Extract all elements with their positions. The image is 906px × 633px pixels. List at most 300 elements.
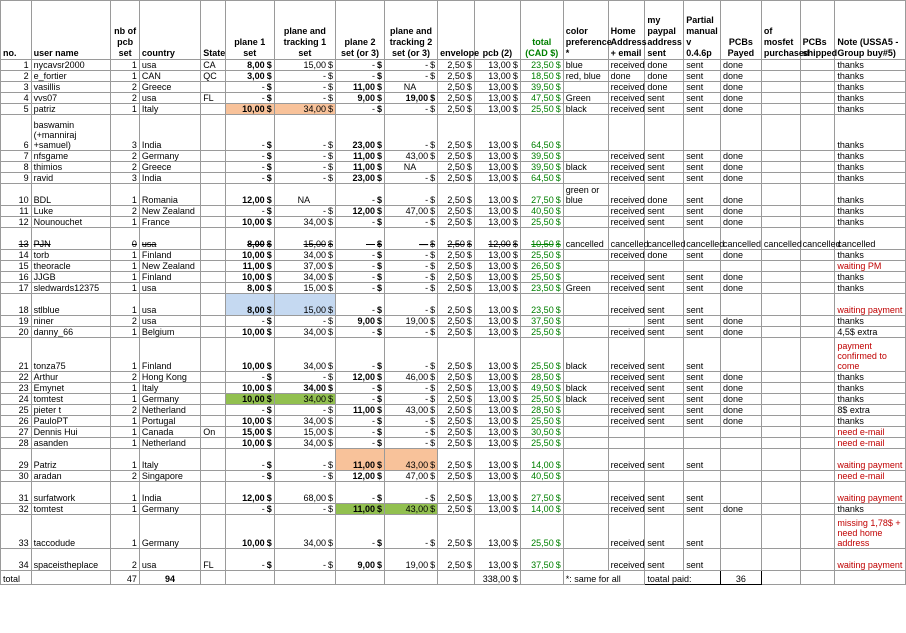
cell-state[interactable]: [201, 405, 226, 416]
cell-home-address[interactable]: [608, 316, 645, 327]
cell-mosfet[interactable]: [761, 471, 800, 482]
cell-nb-pcb[interactable]: 2: [111, 316, 140, 327]
cell-state[interactable]: [201, 394, 226, 405]
cell-no[interactable]: 29: [1, 449, 32, 471]
cell-home-address[interactable]: received: [608, 416, 645, 427]
cell-pcbs-shipped[interactable]: [800, 316, 835, 327]
cell-nb-pcb[interactable]: 1: [111, 250, 140, 261]
cell-home-address[interactable]: received: [608, 82, 645, 93]
cell-user-name[interactable]: pieter t: [31, 405, 111, 416]
cell-total[interactable]: [520, 316, 563, 327]
cell-color-pref[interactable]: [563, 372, 608, 383]
cell-no[interactable]: 4: [1, 93, 32, 104]
cell-country[interactable]: Netherland: [139, 438, 200, 449]
cell-plane-track2[interactable]: [385, 250, 438, 261]
cell-nb-pcb[interactable]: 1: [111, 327, 140, 338]
cell-pcb2[interactable]: [474, 261, 520, 272]
cell-pcbs-shipped[interactable]: [800, 372, 835, 383]
cell-manual[interactable]: [684, 438, 721, 449]
cell-home-address[interactable]: cancelled: [608, 228, 645, 250]
col-header-manual[interactable]: Partial manual v 0.4.6p: [684, 1, 721, 60]
cell-plane-track1[interactable]: [274, 438, 335, 449]
cell-note[interactable]: need e-mail: [835, 438, 906, 449]
cell-pcb2[interactable]: [474, 427, 520, 438]
cell-country[interactable]: New Zealand: [139, 261, 200, 272]
cell-state[interactable]: [201, 316, 226, 327]
cell-home-address[interactable]: received: [608, 250, 645, 261]
cell-color-pref[interactable]: [563, 327, 608, 338]
cell-user-name[interactable]: stlblue: [31, 294, 111, 316]
cell-envelope[interactable]: [438, 82, 475, 93]
cell-no[interactable]: 16: [1, 272, 32, 283]
cell-total[interactable]: [520, 151, 563, 162]
cell-plane1[interactable]: [225, 71, 274, 82]
cell-user-name[interactable]: JJGB: [31, 272, 111, 283]
cell-user-name[interactable]: niner: [31, 316, 111, 327]
cell-home-address[interactable]: [608, 261, 645, 272]
cell-manual[interactable]: [684, 115, 721, 151]
col-header-pcbs-payed[interactable]: PCBs Payed: [721, 1, 762, 60]
cell-plane-track1[interactable]: [274, 82, 335, 93]
cell-home-address[interactable]: received: [608, 449, 645, 471]
cell-color-pref[interactable]: green or blue: [563, 184, 608, 206]
cell-no[interactable]: 22: [1, 372, 32, 383]
cell-no[interactable]: 18: [1, 294, 32, 316]
cell-pcbs-shipped[interactable]: [800, 294, 835, 316]
cell-state[interactable]: On: [201, 427, 226, 438]
cell-plane2[interactable]: [335, 449, 384, 471]
cell-envelope[interactable]: [438, 449, 475, 471]
cell-user-name[interactable]: Dennis Hui: [31, 427, 111, 438]
cell-mosfet[interactable]: [761, 82, 800, 93]
cell-pcb2[interactable]: [474, 250, 520, 261]
cell-pcbs-payed[interactable]: [721, 115, 762, 151]
cell-note[interactable]: thanks: [835, 272, 906, 283]
cell-nb-pcb[interactable]: 1: [111, 394, 140, 405]
cell-plane2[interactable]: [335, 261, 384, 272]
cell-state[interactable]: [201, 383, 226, 394]
cell-manual[interactable]: sent: [684, 71, 721, 82]
cell-total[interactable]: [520, 338, 563, 372]
cell-manual[interactable]: sent: [684, 449, 721, 471]
cell-plane-track2[interactable]: [385, 504, 438, 515]
cell-mosfet[interactable]: [761, 316, 800, 327]
cell-envelope[interactable]: [438, 327, 475, 338]
cell-mosfet[interactable]: [761, 427, 800, 438]
cell-state[interactable]: QC: [201, 71, 226, 82]
cell-paypal[interactable]: sent: [645, 206, 684, 217]
cell-user-name[interactable]: sledwards12375: [31, 283, 111, 294]
cell-no[interactable]: 24: [1, 394, 32, 405]
cell-paypal[interactable]: sent: [645, 173, 684, 184]
cell-total[interactable]: [520, 173, 563, 184]
cell-country[interactable]: Greece: [139, 82, 200, 93]
cell-pcbs-payed[interactable]: [721, 549, 762, 571]
cell-pcb2[interactable]: [474, 327, 520, 338]
cell-user-name[interactable]: tomtest: [31, 504, 111, 515]
cell-mosfet[interactable]: [761, 438, 800, 449]
cell-envelope[interactable]: [438, 228, 475, 250]
cell-total[interactable]: [520, 82, 563, 93]
cell-plane2[interactable]: [335, 151, 384, 162]
cell-manual[interactable]: sent: [684, 294, 721, 316]
cell-paypal[interactable]: sent: [645, 272, 684, 283]
cell-state[interactable]: [201, 438, 226, 449]
cell-paypal[interactable]: done: [645, 184, 684, 206]
cell-envelope[interactable]: [438, 184, 475, 206]
cell-paypal[interactable]: sent: [645, 217, 684, 228]
cell-color-pref[interactable]: [563, 151, 608, 162]
cell-home-address[interactable]: received: [608, 327, 645, 338]
cell-manual[interactable]: sent: [684, 250, 721, 261]
col-header-nb-pcb[interactable]: nb of pcb set: [111, 1, 140, 60]
cell-color-pref[interactable]: [563, 416, 608, 427]
cell-plane-track2[interactable]: [385, 383, 438, 394]
cell-plane-track1[interactable]: [274, 338, 335, 372]
cell-plane-track2[interactable]: [385, 471, 438, 482]
cell-paypal[interactable]: sent: [645, 416, 684, 427]
cell-manual[interactable]: sent: [684, 316, 721, 327]
cell-envelope[interactable]: [438, 104, 475, 115]
cell-manual[interactable]: sent: [684, 549, 721, 571]
cell-envelope[interactable]: [438, 427, 475, 438]
cell-no[interactable]: 27: [1, 427, 32, 438]
col-header-plane2[interactable]: plane 2 set (or 3): [335, 1, 384, 60]
cell-plane1[interactable]: [225, 162, 274, 173]
cell-mosfet[interactable]: [761, 206, 800, 217]
cell-pcbs-payed[interactable]: done: [721, 217, 762, 228]
cell-note[interactable]: thanks: [835, 71, 906, 82]
cell-pcbs-shipped[interactable]: [800, 438, 835, 449]
cell-envelope[interactable]: [438, 151, 475, 162]
cell-nb-pcb[interactable]: 1: [111, 217, 140, 228]
cell-total[interactable]: [520, 104, 563, 115]
cell-paypal[interactable]: [645, 261, 684, 272]
cell-mosfet[interactable]: [761, 250, 800, 261]
cell-pcb2[interactable]: [474, 338, 520, 372]
cell-pcb2[interactable]: [474, 82, 520, 93]
cell-total[interactable]: [520, 427, 563, 438]
cell-color-pref[interactable]: [563, 206, 608, 217]
cell-plane1[interactable]: [225, 217, 274, 228]
cell-mosfet[interactable]: [761, 482, 800, 504]
cell-plane1[interactable]: [225, 173, 274, 184]
cell-plane2[interactable]: [335, 115, 384, 151]
col-header-total[interactable]: total (CAD $): [520, 1, 563, 60]
col-header-note[interactable]: Note (USSA5 - Group buy#5): [835, 1, 906, 60]
cell-country[interactable]: Italy: [139, 449, 200, 471]
cell-paypal[interactable]: sent: [645, 151, 684, 162]
cell-plane1[interactable]: [225, 316, 274, 327]
cell-note[interactable]: payment confirmed to come: [835, 338, 906, 372]
cell-plane2[interactable]: [335, 549, 384, 571]
cell-state[interactable]: [201, 515, 226, 549]
cell-manual[interactable]: sent: [684, 173, 721, 184]
cell-pcbs-shipped[interactable]: [800, 71, 835, 82]
cell-plane-track2[interactable]: [385, 549, 438, 571]
cell-state[interactable]: [201, 283, 226, 294]
cell-plane-track2[interactable]: [385, 427, 438, 438]
cell-mosfet[interactable]: [761, 93, 800, 104]
cell-envelope[interactable]: [438, 515, 475, 549]
cell-pcbs-shipped[interactable]: [800, 217, 835, 228]
cell-no[interactable]: 13: [1, 228, 32, 250]
cell-user-name[interactable]: e_fortier: [31, 71, 111, 82]
cell-nb-pcb[interactable]: 0: [111, 228, 140, 250]
cell-no[interactable]: 12: [1, 217, 32, 228]
cell-nb-pcb[interactable]: 1: [111, 338, 140, 372]
cell-state[interactable]: [201, 206, 226, 217]
cell-mosfet[interactable]: [761, 151, 800, 162]
cell-no[interactable]: 28: [1, 438, 32, 449]
cell-plane1[interactable]: [225, 60, 274, 71]
cell-state[interactable]: [201, 228, 226, 250]
cell-manual[interactable]: sent: [684, 93, 721, 104]
cell-country[interactable]: Italy: [139, 104, 200, 115]
cell-home-address[interactable]: received: [608, 272, 645, 283]
cell-envelope[interactable]: [438, 206, 475, 217]
cell-user-name[interactable]: taccodude: [31, 515, 111, 549]
cell-no[interactable]: 33: [1, 515, 32, 549]
cell-plane-track1[interactable]: [274, 93, 335, 104]
cell-plane-track1[interactable]: [274, 515, 335, 549]
cell-color-pref[interactable]: [563, 272, 608, 283]
cell-total[interactable]: [520, 416, 563, 427]
cell-note[interactable]: thanks: [835, 283, 906, 294]
cell-color-pref[interactable]: [563, 427, 608, 438]
cell-country[interactable]: New Zealand: [139, 206, 200, 217]
cell-user-name[interactable]: Nounouchet: [31, 217, 111, 228]
cell-total[interactable]: [520, 228, 563, 250]
cell-total[interactable]: [520, 272, 563, 283]
cell-plane-track1[interactable]: [274, 316, 335, 327]
cell-note[interactable]: missing 1,78$ + need home address: [835, 515, 906, 549]
cell-plane1[interactable]: [225, 482, 274, 504]
cell-envelope[interactable]: [438, 372, 475, 383]
cell-pcbs-payed[interactable]: done: [721, 82, 762, 93]
cell-manual[interactable]: sent: [684, 206, 721, 217]
cell-pcbs-shipped[interactable]: [800, 60, 835, 71]
cell-plane-track2[interactable]: [385, 372, 438, 383]
col-header-plane-track2[interactable]: plane and tracking 2 set (or 3): [385, 1, 438, 60]
cell-manual[interactable]: sent: [684, 151, 721, 162]
cell-nb-pcb[interactable]: 2: [111, 162, 140, 173]
cell-nb-pcb[interactable]: 1: [111, 383, 140, 394]
cell-state[interactable]: [201, 272, 226, 283]
cell-manual[interactable]: sent: [684, 217, 721, 228]
cell-plane-track1[interactable]: [274, 217, 335, 228]
cell-plane-track2[interactable]: [385, 338, 438, 372]
cell-plane-track1[interactable]: [274, 151, 335, 162]
cell-mosfet[interactable]: [761, 449, 800, 471]
cell-home-address[interactable]: received: [608, 184, 645, 206]
cell-state[interactable]: [201, 184, 226, 206]
cell-manual[interactable]: sent: [684, 405, 721, 416]
cell-pcb2[interactable]: [474, 228, 520, 250]
cell-manual[interactable]: sent: [684, 383, 721, 394]
cell-plane2[interactable]: [335, 173, 384, 184]
cell-pcb2[interactable]: [474, 272, 520, 283]
cell-pcbs-shipped[interactable]: [800, 515, 835, 549]
cell-nb-pcb[interactable]: 2: [111, 82, 140, 93]
cell-note[interactable]: thanks: [835, 173, 906, 184]
cell-home-address[interactable]: [608, 115, 645, 151]
cell-plane2[interactable]: [335, 338, 384, 372]
cell-home-address[interactable]: received: [608, 151, 645, 162]
cell-plane1[interactable]: [225, 372, 274, 383]
cell-envelope[interactable]: [438, 482, 475, 504]
cell-no[interactable]: 15: [1, 261, 32, 272]
cell-manual[interactable]: sent: [684, 60, 721, 71]
cell-manual[interactable]: sent: [684, 82, 721, 93]
cell-pcb2[interactable]: [474, 372, 520, 383]
cell-pcbs-shipped[interactable]: [800, 405, 835, 416]
cell-note[interactable]: thanks: [835, 104, 906, 115]
cell-pcb2[interactable]: [474, 184, 520, 206]
cell-color-pref[interactable]: black: [563, 162, 608, 173]
cell-total[interactable]: [520, 405, 563, 416]
cell-user-name[interactable]: tomtest: [31, 394, 111, 405]
cell-mosfet[interactable]: [761, 372, 800, 383]
cell-plane-track2[interactable]: [385, 115, 438, 151]
cell-state[interactable]: [201, 261, 226, 272]
cell-total[interactable]: [520, 471, 563, 482]
cell-color-pref[interactable]: [563, 471, 608, 482]
cell-plane2[interactable]: [335, 71, 384, 82]
cell-plane1[interactable]: [225, 327, 274, 338]
cell-user-name[interactable]: ravid: [31, 173, 111, 184]
cell-country[interactable]: Singapore: [139, 471, 200, 482]
cell-note[interactable]: thanks: [835, 416, 906, 427]
cell-pcbs-payed[interactable]: [721, 449, 762, 471]
cell-plane2[interactable]: [335, 228, 384, 250]
cell-paypal[interactable]: [645, 438, 684, 449]
cell-pcbs-shipped[interactable]: [800, 206, 835, 217]
cell-mosfet[interactable]: [761, 71, 800, 82]
cell-total[interactable]: [520, 394, 563, 405]
cell-country[interactable]: India: [139, 115, 200, 151]
cell-pcbs-shipped[interactable]: [800, 173, 835, 184]
cell-state[interactable]: FL: [201, 549, 226, 571]
cell-color-pref[interactable]: blue: [563, 60, 608, 71]
cell-manual[interactable]: sent: [684, 272, 721, 283]
cell-plane-track1[interactable]: [274, 228, 335, 250]
cell-manual[interactable]: sent: [684, 482, 721, 504]
cell-color-pref[interactable]: [563, 217, 608, 228]
cell-pcb2[interactable]: [474, 206, 520, 217]
cell-plane-track1[interactable]: [274, 405, 335, 416]
cell-pcbs-payed[interactable]: done: [721, 327, 762, 338]
cell-total[interactable]: [520, 372, 563, 383]
cell-pcbs-shipped[interactable]: [800, 449, 835, 471]
cell-plane-track2[interactable]: [385, 184, 438, 206]
cell-note[interactable]: cancelled: [835, 228, 906, 250]
cell-plane2[interactable]: [335, 272, 384, 283]
cell-user-name[interactable]: nfsgame: [31, 151, 111, 162]
col-header-mosfet[interactable]: of mosfet purchased: [761, 1, 800, 60]
cell-state[interactable]: [201, 173, 226, 184]
cell-plane1[interactable]: [225, 394, 274, 405]
cell-plane-track2[interactable]: [385, 173, 438, 184]
cell-state[interactable]: [201, 250, 226, 261]
cell-pcb2[interactable]: [474, 162, 520, 173]
cell-manual[interactable]: sent: [684, 394, 721, 405]
cell-manual[interactable]: cancelled: [684, 228, 721, 250]
cell-home-address[interactable]: received: [608, 515, 645, 549]
cell-country[interactable]: Hong Kong: [139, 372, 200, 383]
cell-no[interactable]: 19: [1, 316, 32, 327]
cell-pcbs-shipped[interactable]: [800, 272, 835, 283]
cell-state[interactable]: [201, 372, 226, 383]
cell-country[interactable]: usa: [139, 228, 200, 250]
cell-pcb2[interactable]: [474, 482, 520, 504]
cell-mosfet[interactable]: [761, 394, 800, 405]
cell-plane2[interactable]: [335, 438, 384, 449]
cell-envelope[interactable]: [438, 338, 475, 372]
col-header-paypal[interactable]: my paypal address sent: [645, 1, 684, 60]
cell-plane-track1[interactable]: [274, 416, 335, 427]
cell-home-address[interactable]: received: [608, 173, 645, 184]
cell-total[interactable]: [520, 184, 563, 206]
cell-paypal[interactable]: sent: [645, 338, 684, 372]
cell-note[interactable]: waiting payment: [835, 482, 906, 504]
cell-pcbs-payed[interactable]: [721, 471, 762, 482]
col-header-color-pref[interactable]: color preference *: [563, 1, 608, 60]
cell-user-name[interactable]: danny_66: [31, 327, 111, 338]
cell-plane2[interactable]: [335, 405, 384, 416]
cell-pcbs-shipped[interactable]: [800, 383, 835, 394]
cell-state[interactable]: [201, 294, 226, 316]
cell-country[interactable]: usa: [139, 316, 200, 327]
cell-pcbs-payed[interactable]: done: [721, 93, 762, 104]
cell-pcbs-shipped[interactable]: [800, 394, 835, 405]
cell-plane-track1[interactable]: [274, 250, 335, 261]
cell-plane-track1[interactable]: [274, 104, 335, 115]
cell-pcbs-shipped[interactable]: [800, 471, 835, 482]
cell-mosfet[interactable]: [761, 416, 800, 427]
cell-note[interactable]: thanks: [835, 504, 906, 515]
cell-pcb2[interactable]: [474, 316, 520, 327]
cell-paypal[interactable]: sent: [645, 316, 684, 327]
cell-nb-pcb[interactable]: 1: [111, 427, 140, 438]
cell-state[interactable]: FL: [201, 93, 226, 104]
cell-no[interactable]: 23: [1, 383, 32, 394]
cell-country[interactable]: Germany: [139, 151, 200, 162]
cell-no[interactable]: 30: [1, 471, 32, 482]
cell-plane2[interactable]: [335, 93, 384, 104]
cell-user-name[interactable]: patriz: [31, 104, 111, 115]
cell-color-pref[interactable]: [563, 261, 608, 272]
cell-no[interactable]: 8: [1, 162, 32, 173]
cell-pcbs-shipped[interactable]: [800, 549, 835, 571]
cell-mosfet[interactable]: [761, 294, 800, 316]
cell-user-name[interactable]: aradan: [31, 471, 111, 482]
cell-user-name[interactable]: vvs07: [31, 93, 111, 104]
cell-note[interactable]: thanks: [835, 394, 906, 405]
cell-country[interactable]: usa: [139, 93, 200, 104]
cell-manual[interactable]: sent: [684, 372, 721, 383]
cell-pcb2[interactable]: [474, 104, 520, 115]
cell-pcbs-shipped[interactable]: [800, 283, 835, 294]
cell-envelope[interactable]: [438, 405, 475, 416]
cell-nb-pcb[interactable]: 1: [111, 184, 140, 206]
cell-no[interactable]: 3: [1, 82, 32, 93]
cell-plane-track1[interactable]: [274, 383, 335, 394]
cell-pcb2[interactable]: [474, 549, 520, 571]
cell-total[interactable]: [520, 515, 563, 549]
cell-user-name[interactable]: nycavsr2000: [31, 60, 111, 71]
cell-plane2[interactable]: [335, 294, 384, 316]
